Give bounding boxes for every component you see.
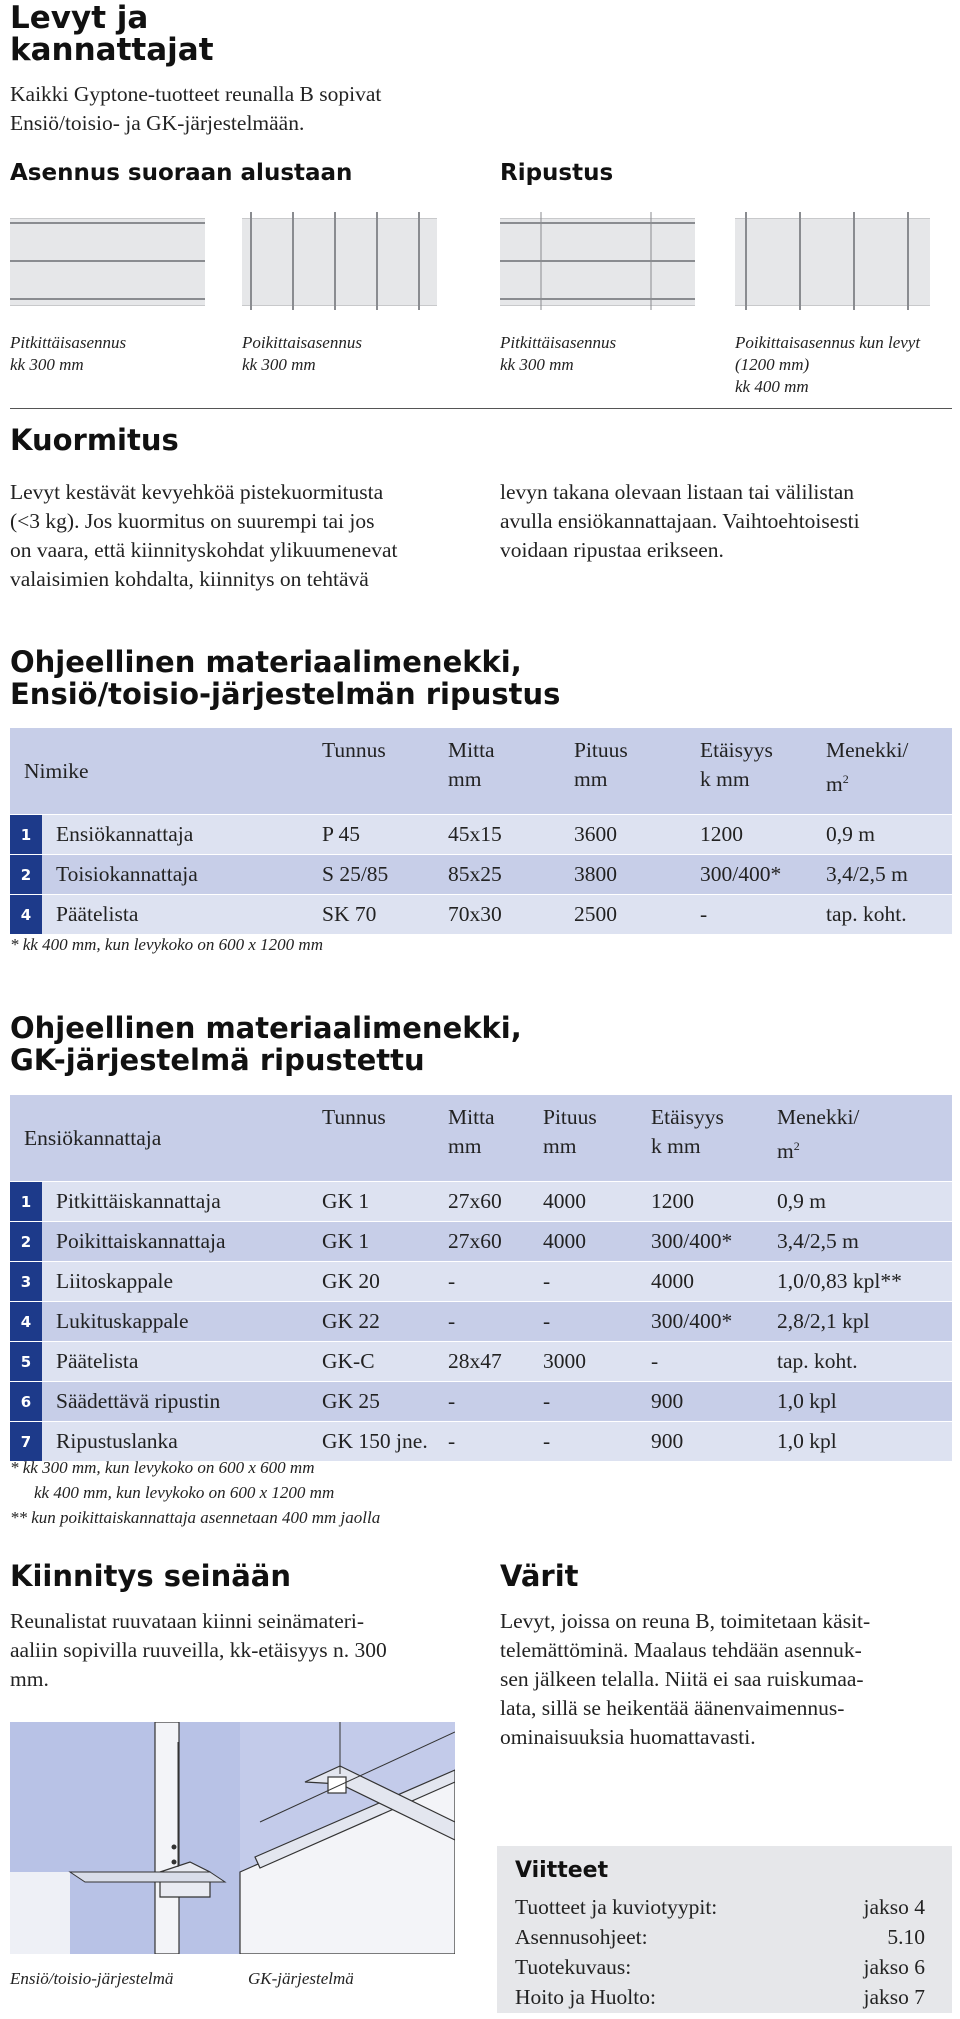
cell-length: - — [543, 1302, 651, 1342]
table1-title — [10, 646, 560, 710]
cell-name: Toisiokannattaja — [42, 855, 322, 895]
caption-transverse-direct — [242, 332, 362, 376]
wall-title: Kiinnitys seinään — [10, 1559, 292, 1593]
cell-spacing: - — [651, 1342, 777, 1382]
cell-size: - — [448, 1262, 543, 1302]
text-line: ominaisuuksia huomattavasti. — [500, 1725, 756, 1749]
table-row — [10, 1382, 952, 1422]
direct-mount-title: Asennus suoraan alustaan — [10, 160, 353, 186]
section-title-levyt — [10, 2, 214, 66]
caption-line: Pitkittäisasennus — [500, 333, 617, 352]
caption-longitudinal-direct — [10, 332, 126, 376]
load-text-left — [10, 478, 398, 594]
cell-length: - — [543, 1422, 651, 1462]
header-text: m — [777, 1139, 794, 1164]
cell-size: 27x60 — [448, 1222, 543, 1262]
header-text: Mitta — [448, 1105, 495, 1129]
row-number-badge: 2 — [10, 1222, 42, 1262]
section-divider — [10, 408, 952, 409]
cell-usage: 3,4/2,5 m — [826, 855, 952, 895]
title-line-2: kannattajat — [10, 32, 214, 68]
figure-longitudinal-suspended — [500, 212, 695, 310]
colors-title: Värit — [500, 1559, 579, 1593]
caption-line: kk 300 mm — [10, 355, 84, 374]
cell-length: - — [543, 1262, 651, 1302]
cell-code: GK 22 — [322, 1302, 448, 1342]
table1 — [10, 728, 952, 935]
cell-code: SK 70 — [322, 895, 448, 935]
table-row — [10, 815, 952, 855]
col-header-name: Nimike — [10, 728, 322, 815]
cell-size: - — [448, 1302, 543, 1342]
header-text: Pituus — [574, 738, 628, 762]
cell-code: GK 25 — [322, 1382, 448, 1422]
text-line: telemättöminä. Maalaus tehdään asennuk- — [500, 1638, 862, 1662]
caption-line: kk 300 mm — [242, 355, 316, 374]
col-header-size — [448, 1095, 543, 1182]
caption-line: Pitkittäisasennus — [10, 333, 127, 352]
col-header-length — [574, 728, 700, 815]
text-line: mm. — [10, 1667, 49, 1691]
cell-name: Ensiökannattaja — [42, 815, 322, 855]
header-text: Etäisyys — [700, 738, 773, 762]
col-header-name: Ensiökannattaja — [10, 1095, 322, 1182]
header-text: Menekki/ — [826, 738, 909, 762]
reference-label: Tuotteet ja kuviotyypit: — [515, 1895, 718, 1919]
reference-row — [515, 1892, 925, 1922]
load-title: Kuormitus — [10, 423, 179, 457]
cell-usage: 1,0/0,83 kpl** — [777, 1262, 952, 1302]
title-line-2: Ensiö/toisio-järjestelmän ripustus — [10, 677, 561, 711]
reference-label: Asennusohjeet: — [515, 1925, 648, 1949]
cell-size: 85x25 — [448, 855, 574, 895]
header-text: mm — [543, 1134, 577, 1158]
reference-label: Tuotekuvaus: — [515, 1955, 632, 1979]
row-number-badge: 7 — [10, 1422, 42, 1462]
cell-usage: 2,8/2,1 kpl — [777, 1302, 952, 1342]
text-line: Kaikki Gyptone-tuotteet reunalla B sopivat — [10, 82, 382, 106]
title-line-1: Ohjeellinen materiaalimenekki, — [10, 1011, 522, 1045]
cell-code: P 45 — [322, 815, 448, 855]
col-header-code — [322, 1095, 448, 1182]
row-number-badge: 3 — [10, 1262, 42, 1302]
reference-label: Hoito ja Huolto: — [515, 1985, 656, 2009]
reference-value: jakso 6 — [863, 1955, 925, 1979]
header-text: mm — [448, 767, 482, 791]
text-line: Ensiö/toisio- ja GK-järjestelmään. — [10, 111, 305, 135]
header-text: k mm — [651, 1134, 701, 1158]
footnote-line: kk 400 mm, kun levykoko on 600 x 1200 mm — [34, 1483, 335, 1502]
cell-length: 3800 — [574, 855, 700, 895]
text-line: sen jälkeen telalla. Niitä ei saa ruiskumaa- — [500, 1667, 864, 1691]
cell-size: - — [448, 1382, 543, 1422]
cell-usage: 3,4/2,5 m — [777, 1222, 952, 1262]
cell-code: GK-C — [322, 1342, 448, 1382]
col-header-length — [543, 1095, 651, 1182]
load-text-right — [500, 478, 860, 565]
header-text: Mitta — [448, 738, 495, 762]
reference-value: jakso 7 — [863, 1985, 925, 2009]
cell-spacing: 300/400* — [651, 1222, 777, 1262]
caption-line: kk 300 mm — [500, 355, 574, 374]
col-header-size — [448, 728, 574, 815]
header-text: k mm — [700, 767, 750, 791]
figure-transverse-suspended — [735, 212, 930, 310]
text-line: aaliin sopivilla ruuveilla, kk-etäisyys n. 300 — [10, 1638, 387, 1662]
cell-usage: 0,9 m — [826, 815, 952, 855]
cell-name: Päätelista — [42, 1342, 322, 1382]
cell-size: 70x30 — [448, 895, 574, 935]
cell-spacing: 1200 — [700, 815, 826, 855]
suspension-title: Ripustus — [500, 160, 614, 186]
header-text: mm — [448, 1134, 482, 1158]
cell-size: 28x47 — [448, 1342, 543, 1382]
cell-code: S 25/85 — [322, 855, 448, 895]
reference-row — [515, 1982, 925, 2012]
row-number-badge: 1 — [10, 815, 42, 855]
text-line: avulla ensiökannattajaan. Vaihtoehtoisesti — [500, 509, 860, 533]
table1-footnote: * kk 400 mm, kun levykoko on 600 x 1200 mm — [10, 935, 323, 954]
header-text: Tunnus — [322, 738, 386, 762]
row-number-badge: 4 — [10, 1302, 42, 1342]
text-line: voidaan ripustaa erikseen. — [500, 538, 724, 562]
cell-usage: tap. koht. — [777, 1342, 952, 1382]
caption-line: Poikittaisasennus kun levyt — [735, 333, 921, 352]
caption-gk: GK-järjestelmä — [248, 1969, 354, 1988]
cell-name: Päätelista — [42, 895, 322, 935]
title-line-1: Levyt ja — [10, 0, 149, 36]
caption-transverse-suspended — [735, 332, 920, 398]
header-text: Tunnus — [322, 1105, 386, 1129]
reference-value: jakso 4 — [863, 1895, 925, 1919]
table2 — [10, 1095, 952, 1462]
cell-spacing: 300/400* — [651, 1302, 777, 1342]
cell-length: 3600 — [574, 815, 700, 855]
row-number-badge: 6 — [10, 1382, 42, 1422]
row-number-badge: 1 — [10, 1182, 42, 1222]
cell-usage: tap. koht. — [826, 895, 952, 935]
table-row — [10, 1342, 952, 1382]
wall-attachment-illustration — [10, 1722, 455, 1954]
cell-spacing: 300/400* — [700, 855, 826, 895]
col-header-code — [322, 728, 448, 815]
header-sup: 2 — [793, 1139, 800, 1153]
cell-name: Säädettävä ripustin — [42, 1382, 322, 1422]
text-line: on vaara, että kiinnityskohdat ylikuumenevat — [10, 538, 398, 562]
table-row — [10, 1302, 952, 1342]
cell-name: Poikittaiskannattaja — [42, 1222, 322, 1262]
cell-usage: 1,0 kpl — [777, 1382, 952, 1422]
references-box — [497, 1846, 952, 2013]
header-sup: 2 — [842, 772, 849, 786]
colors-text — [500, 1607, 870, 1752]
text-line: valaisimien kohdalta, kiinnitys on tehtävä — [10, 567, 369, 591]
table-header-row — [10, 1095, 952, 1182]
footnote-line: * kk 300 mm, kun levykoko on 600 x 600 mm — [10, 1458, 315, 1477]
caption-longitudinal-suspended — [500, 332, 616, 376]
reference-row — [515, 1922, 925, 1952]
cell-name: Pitkittäiskannattaja — [42, 1182, 322, 1222]
cell-usage: 0,9 m — [777, 1182, 952, 1222]
text-line: Reunalistat ruuvataan kiinni seinämateri- — [10, 1609, 365, 1633]
footnote-line: ** kun poikittaiskannattaja asennetaan 400 mm jaolla — [10, 1508, 381, 1527]
cell-spacing: 900 — [651, 1382, 777, 1422]
table2-title — [10, 1012, 522, 1076]
figure-longitudinal-direct — [10, 212, 205, 310]
reference-value: 5.10 — [887, 1925, 925, 1949]
cell-length: 3000 — [543, 1342, 651, 1382]
header-text: Pituus — [543, 1105, 597, 1129]
wall-text — [10, 1607, 387, 1694]
header-text: Menekki/ — [777, 1105, 860, 1129]
row-number-badge: 4 — [10, 895, 42, 935]
cell-code: GK 1 — [322, 1222, 448, 1262]
table-header-row — [10, 728, 952, 815]
caption-line: kk 400 mm — [735, 377, 809, 396]
reference-row — [515, 1952, 925, 1982]
cell-code: GK 20 — [322, 1262, 448, 1302]
col-header-usage — [777, 1095, 952, 1182]
table-row — [10, 1262, 952, 1302]
caption-ensio-toisio: Ensiö/toisio-järjestelmä — [10, 1969, 174, 1988]
row-number-badge: 5 — [10, 1342, 42, 1382]
text-line: (<3 kg). Jos kuormitus on suurempi tai jos — [10, 509, 375, 533]
figure-transverse-direct — [242, 212, 437, 310]
table2-footnotes — [10, 1455, 380, 1530]
cell-spacing: 4000 — [651, 1262, 777, 1302]
table-row — [10, 1222, 952, 1262]
col-header-usage — [826, 728, 952, 815]
cell-length: 2500 — [574, 895, 700, 935]
header-text: mm — [574, 767, 608, 791]
header-text: Etäisyys — [651, 1105, 724, 1129]
col-header-spacing — [651, 1095, 777, 1182]
intro-text — [10, 80, 381, 138]
cell-length: - — [543, 1382, 651, 1422]
caption-line: (1200 mm) — [735, 355, 810, 374]
cell-name: Liitoskappale — [42, 1262, 322, 1302]
cell-size: 27x60 — [448, 1182, 543, 1222]
cell-spacing: 900 — [651, 1422, 777, 1462]
cell-length: 4000 — [543, 1222, 651, 1262]
cell-name: Ripustuslanka — [42, 1422, 322, 1462]
table-row — [10, 895, 952, 935]
header-text: m — [826, 772, 843, 797]
title-line-1: Ohjeellinen materiaalimenekki, — [10, 645, 522, 679]
text-line: levyn takana olevaan listaan tai välilistan — [500, 480, 855, 504]
text-line: Levyt kestävät kevyehköä pistekuormitusta — [10, 480, 384, 504]
text-line: Levyt, joissa on reuna B, toimitetaan käsit- — [500, 1609, 871, 1633]
cell-usage: 1,0 kpl — [777, 1422, 952, 1462]
caption-line: Poikittaisasennus — [242, 333, 362, 352]
row-number-badge: 2 — [10, 855, 42, 895]
cell-code: GK 1 — [322, 1182, 448, 1222]
cell-size: 45x15 — [448, 815, 574, 855]
cell-code: GK 150 jne. — [322, 1422, 448, 1462]
table-row — [10, 855, 952, 895]
cell-spacing: 1200 — [651, 1182, 777, 1222]
text-line: lata, sillä se heikentää äänenvaimennus- — [500, 1696, 845, 1720]
table-row — [10, 1182, 952, 1222]
cell-size: - — [448, 1422, 543, 1462]
cell-spacing: - — [700, 895, 826, 935]
title-line-2: GK-järjestelmä ripustettu — [10, 1043, 425, 1077]
references-title: Viitteet — [515, 1858, 609, 1883]
cell-length: 4000 — [543, 1182, 651, 1222]
cell-name: Lukituskappale — [42, 1302, 322, 1342]
col-header-spacing — [700, 728, 826, 815]
